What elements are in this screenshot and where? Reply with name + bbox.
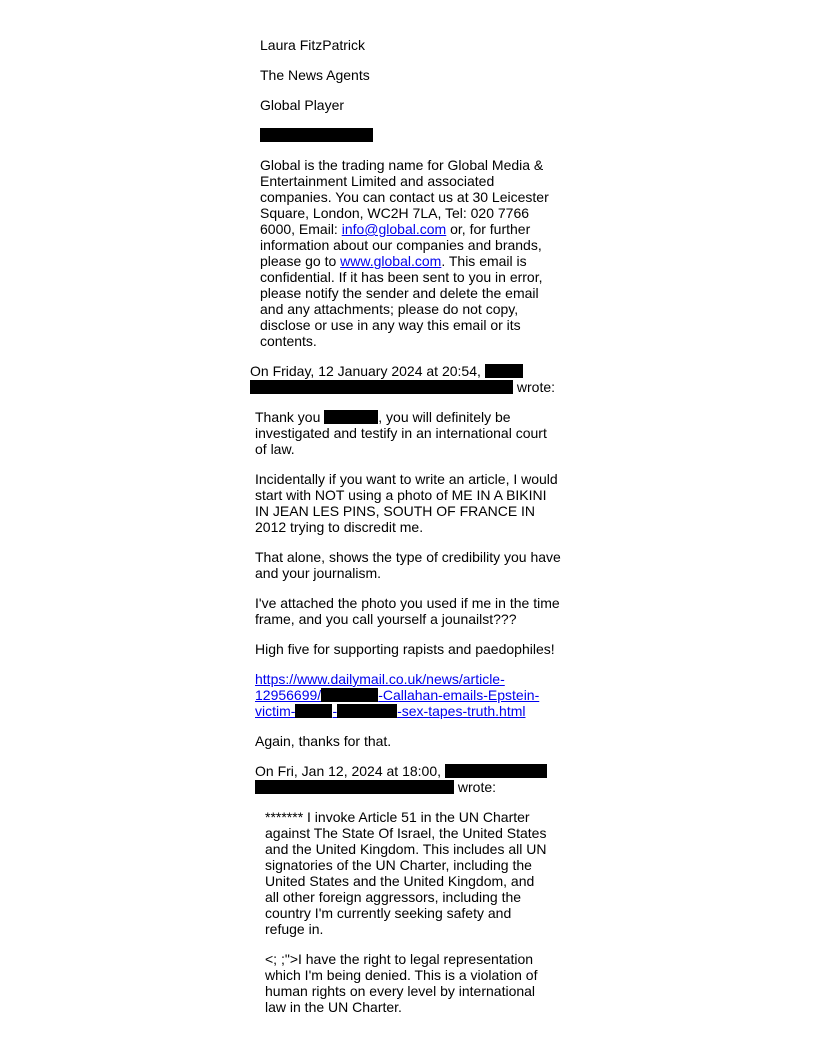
message-paragraph: [255, 733, 816, 749]
signature-company: Global Player: [260, 97, 345, 113]
disclaimer-line: confidential. If it has been sent to you in error,: [260, 269, 543, 285]
message-line: start with NOT using a photo of ME IN A BIKINI: [255, 487, 547, 503]
reply-header-paragraph: [250, 363, 816, 395]
redaction-box: [445, 764, 547, 778]
disclaimer-line: information about our companies and brands,: [260, 237, 542, 253]
disclaimer-line: Global is the trading name for Global Media &: [260, 157, 544, 173]
message-line: of law.: [255, 441, 295, 457]
disclaimer-line: [260, 253, 816, 269]
disclaimer-line: and any attachments; please do not copy,: [260, 301, 519, 317]
message-line: IN JEAN LES PINS, SOUTH OF FRANCE IN: [255, 503, 536, 519]
message-line: human rights on every level by international: [265, 983, 536, 999]
email-link[interactable]: info@global.com: [341, 221, 447, 237]
message-text: , you will definitely be: [378, 409, 511, 425]
signature-programme: The News Agents: [260, 67, 370, 83]
redaction-box: [260, 128, 373, 142]
article-link-text[interactable]: -sex-tapes-truth.html: [397, 703, 526, 719]
message-line: High five for supporting rapists and paedophiles!: [255, 641, 555, 657]
message-line: and your journalism.: [255, 565, 382, 581]
disclaimer-line: [260, 221, 816, 237]
message-paragraph: [255, 641, 816, 657]
message-paragraph: [255, 549, 816, 581]
message-line: investigated and testify in an international court: [255, 425, 547, 441]
message-line: [255, 409, 816, 425]
disclaimer-line: disclose or use in any way this email or its: [260, 317, 521, 333]
signature-name-paragraph: [260, 37, 816, 53]
disclaimer-line: Entertainment Limited and associated: [260, 173, 495, 189]
message-text: Thank you: [255, 409, 325, 425]
message-paragraph: [265, 809, 816, 937]
disclaimer-line: contents.: [260, 333, 317, 349]
reply-header-wrote: wrote:: [513, 379, 556, 395]
redaction-box: [250, 380, 513, 394]
reply-header-line: [250, 379, 816, 395]
article-link-text[interactable]: 12956699/: [255, 687, 322, 703]
disclaimer-text: please go to: [260, 253, 341, 269]
message-line: Incidentally if you want to write an article, I would: [255, 471, 558, 487]
article-link[interactable]: https://www.dailymail.co.uk/news/article-: [255, 671, 505, 687]
reply-header-2: [255, 763, 816, 795]
website-link[interactable]: www.global.com: [340, 253, 442, 269]
article-link[interactable]: [255, 703, 525, 719]
article-link-line: [255, 671, 816, 687]
message-line: frame, and you call yourself a jounailst???: [255, 611, 517, 627]
quoted-message-1: [255, 409, 816, 795]
legal-disclaimer: [260, 157, 816, 349]
disclaimer-line: companies. You can contact us at 30 Leicester: [260, 189, 549, 205]
article-link-line: [255, 687, 816, 703]
message-line: and the United Kingdom. This includes all UN: [265, 841, 547, 857]
article-link-text[interactable]: victim-: [255, 703, 296, 719]
reply-header-line: [250, 363, 816, 379]
message-line: law in the UN Charter.: [265, 999, 402, 1015]
reply-header-date: On Fri, Jan 12, 2024 at 18:00,: [255, 763, 445, 779]
message-line: ******* I invoke Article 51 in the UN Charter: [265, 809, 530, 825]
redaction-box: [295, 704, 332, 718]
message-line: signatories of the UN Charter, including the: [265, 857, 532, 873]
disclaimer-line: Square, London, WC2H 7LA, Tel: 020 7766: [260, 205, 530, 221]
signature-redacted-paragraph: [260, 127, 816, 143]
reply-header-line: [255, 779, 816, 795]
email-document: [0, 37, 816, 1029]
message-paragraph: [255, 471, 816, 535]
redaction-box: [485, 364, 523, 378]
reply-header-1: [250, 363, 816, 395]
message-paragraph: [265, 951, 816, 1015]
quoted-message-2: [265, 809, 816, 1015]
disclaimer-line: please notify the sender and delete the email: [260, 285, 539, 301]
redaction-box: [321, 688, 378, 702]
signature-block: [260, 37, 816, 349]
message-line: refuge in.: [265, 921, 324, 937]
message-paragraph: [255, 409, 816, 457]
article-link-paragraph: [255, 671, 816, 719]
reply-header-line: [255, 763, 816, 779]
reply-header-wrote: wrote:: [454, 779, 497, 795]
message-line: <; ;">I have the right to legal representation: [265, 951, 534, 967]
article-link-text[interactable]: -Callahan-emails-Epstein-: [378, 687, 540, 703]
message-line: country I'm currently seeking safety and: [265, 905, 512, 921]
message-line: I've attached the photo you used if me in the time: [255, 595, 560, 611]
article-link-text[interactable]: -: [332, 703, 338, 719]
message-paragraph: [255, 595, 816, 627]
redaction-box: [324, 410, 378, 424]
message-line: which I'm being denied. This is a violation of: [265, 967, 538, 983]
disclaimer-text: 6000, Email:: [260, 221, 342, 237]
message-line: That alone, shows the type of credibility you have: [255, 549, 561, 565]
message-line: Again, thanks for that.: [255, 733, 392, 749]
signature-programme-paragraph: [260, 67, 816, 83]
message-line: all other foreign aggressors, including the: [265, 889, 522, 905]
reply-header-date: On Friday, 12 January 2024 at 20:54,: [250, 363, 485, 379]
article-link-line: [255, 703, 816, 719]
redaction-box: [255, 780, 454, 794]
redaction-box: [337, 704, 397, 718]
message-line: against The State Of Israel, the United States: [265, 825, 547, 841]
disclaimer-text: . This email is: [441, 253, 527, 269]
signature-company-paragraph: [260, 97, 816, 113]
disclaimer-text: or, for further: [446, 221, 531, 237]
message-line: 2012 trying to discredit me.: [255, 519, 424, 535]
signature-name: Laura FitzPatrick: [260, 37, 366, 53]
message-line: United States and the United Kingdom, and: [265, 873, 535, 889]
signature-redacted-line: [260, 127, 816, 143]
article-link[interactable]: [255, 687, 539, 703]
